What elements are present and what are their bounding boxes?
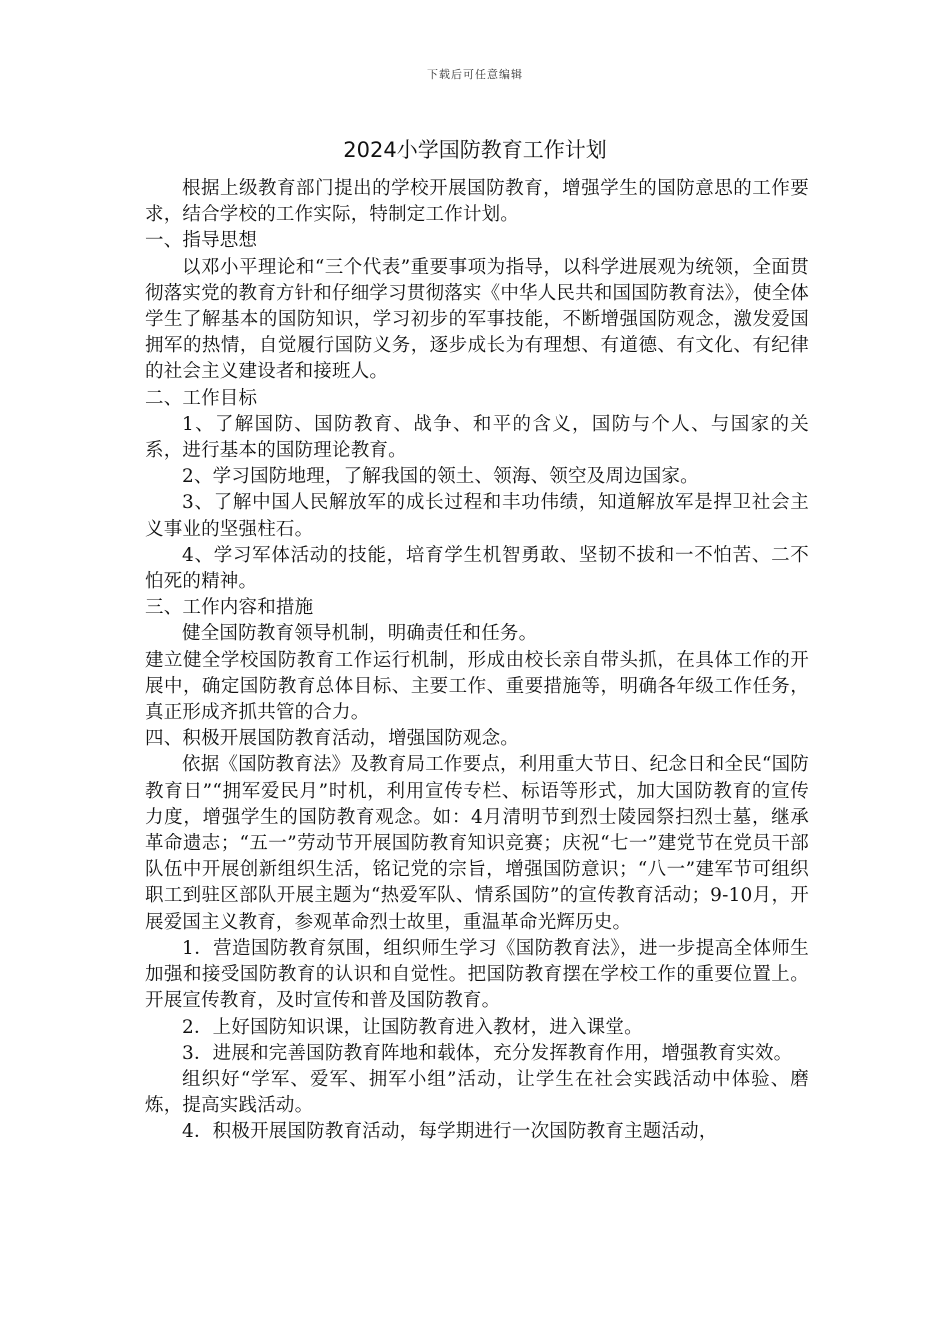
measure-item-4: 4．积极开展国防教育活动，每学期进行一次国防教育主题活动，	[182, 1121, 718, 1143]
measure-item-1: 1．营造国防教育氛围，组织师生学习《国防教育法》，进一步提高全体师生加强和接受国防教育的认识和自觉性。把国防教育摆在学校工作的重要位置上。开展宣传教育，及时宣传和普及国防教育。	[145, 937, 809, 1012]
header-note: 下载后可任意编辑	[427, 68, 523, 81]
goal-item-3: 3、了解中国人民解放军的成长过程和丰功伟绩，知道解放军是捍卫社会主义事业的坚强柱石。	[145, 492, 809, 540]
goal-item-1: 1、了解国防、国防教育、战争、和平的含义，国防与个人、与国家的关系，进行基本的国防理论教育。	[145, 413, 809, 462]
intro-paragraph: 根据上级教育部门提出的学校开展国防教育，增强学生的国防意思的工作要求，结合学校的工作实际，特制定工作计划。	[145, 178, 809, 226]
operation-mechanism-paragraph: 建立健全学校国防教育工作运行机制，形成由校长亲自带头抓，在具体工作的开展中，确定国防教育总体目标、主要工作、重要措施等，明确各年级工作任务，真正形成齐抓共管的合力。	[145, 649, 809, 724]
section-heading-activities: 四、积极开展国防教育活动，增强国防观念。	[145, 728, 520, 750]
goal-item-4: 4、学习军体活动的技能，培育学生机智勇敢、坚韧不拔和一不怕苦、二不怕死的精神。	[145, 544, 809, 593]
goal-item-2: 2、学习国防地理，了解我国的领土、领海、领空及周边国家。	[182, 466, 699, 488]
section-heading-work-goals: 二、工作目标	[145, 387, 258, 409]
leadership-mechanism-paragraph: 健全国防教育领导机制，明确责任和任务。	[182, 623, 538, 645]
measure-item-3: 3．进展和完善国防教育阵地和载体，充分发挥教育作用，增强教育实效。	[182, 1042, 793, 1064]
measure-item-2: 2．上好国防知识课，让国防教育进入教材，进入课堂。	[182, 1016, 643, 1038]
guiding-ideology-paragraph: 以邓小平理论和“三个代表”重要事项为指导，以科学进展观为统领，全面贯彻落实党的教育方针和仔细学习贯彻落实《中华人民共和国国防教育法》，使全体学生了解基本的国防知识，学习初步的军事技能，不断增强国防观念，激发爱国拥军的热情，自觉履行国防义务，逐步成长为有理想、有道德、有文化、有纪律的社会主义建设者和接班人。	[145, 256, 809, 383]
document-body	[145, 176, 809, 1146]
activities-paragraph: 依据《国防教育法》及教育局工作要点，利用重大节日、纪念日和全民“国防教育日”“拥军爱民月”时机，利用宣传专栏、标语等形式，加大国防教育的宣传力度，增强学生的国防教育观念。如：4月清明节到烈士陵园祭扫烈士墓，继承革命遗志；“五一”劳动节开展国防教育知识竞赛；庆祝“七一”建党节在党员干部队伍中开展创新组织生活，铭记党的宗旨，增强国防意识；“八一”建军节可组织职工到驻区部队开展主题为“热爱军队、情系国防”的宣传教育活动；9-10月，开展爱国主义教育，参观革命烈士故里，重温革命光辉历史。	[145, 754, 809, 933]
section-heading-guiding-ideology: 一、指导思想	[145, 230, 258, 252]
measure-item-3-detail: 组织好“学军、爱军、拥军小组”活动，让学生在社会实践活动中体验、磨炼，提高实践活动。	[145, 1068, 809, 1117]
document-title: 2024小学国防教育工作计划	[343, 138, 607, 162]
section-heading-content-measures: 三、工作内容和措施	[145, 597, 314, 619]
